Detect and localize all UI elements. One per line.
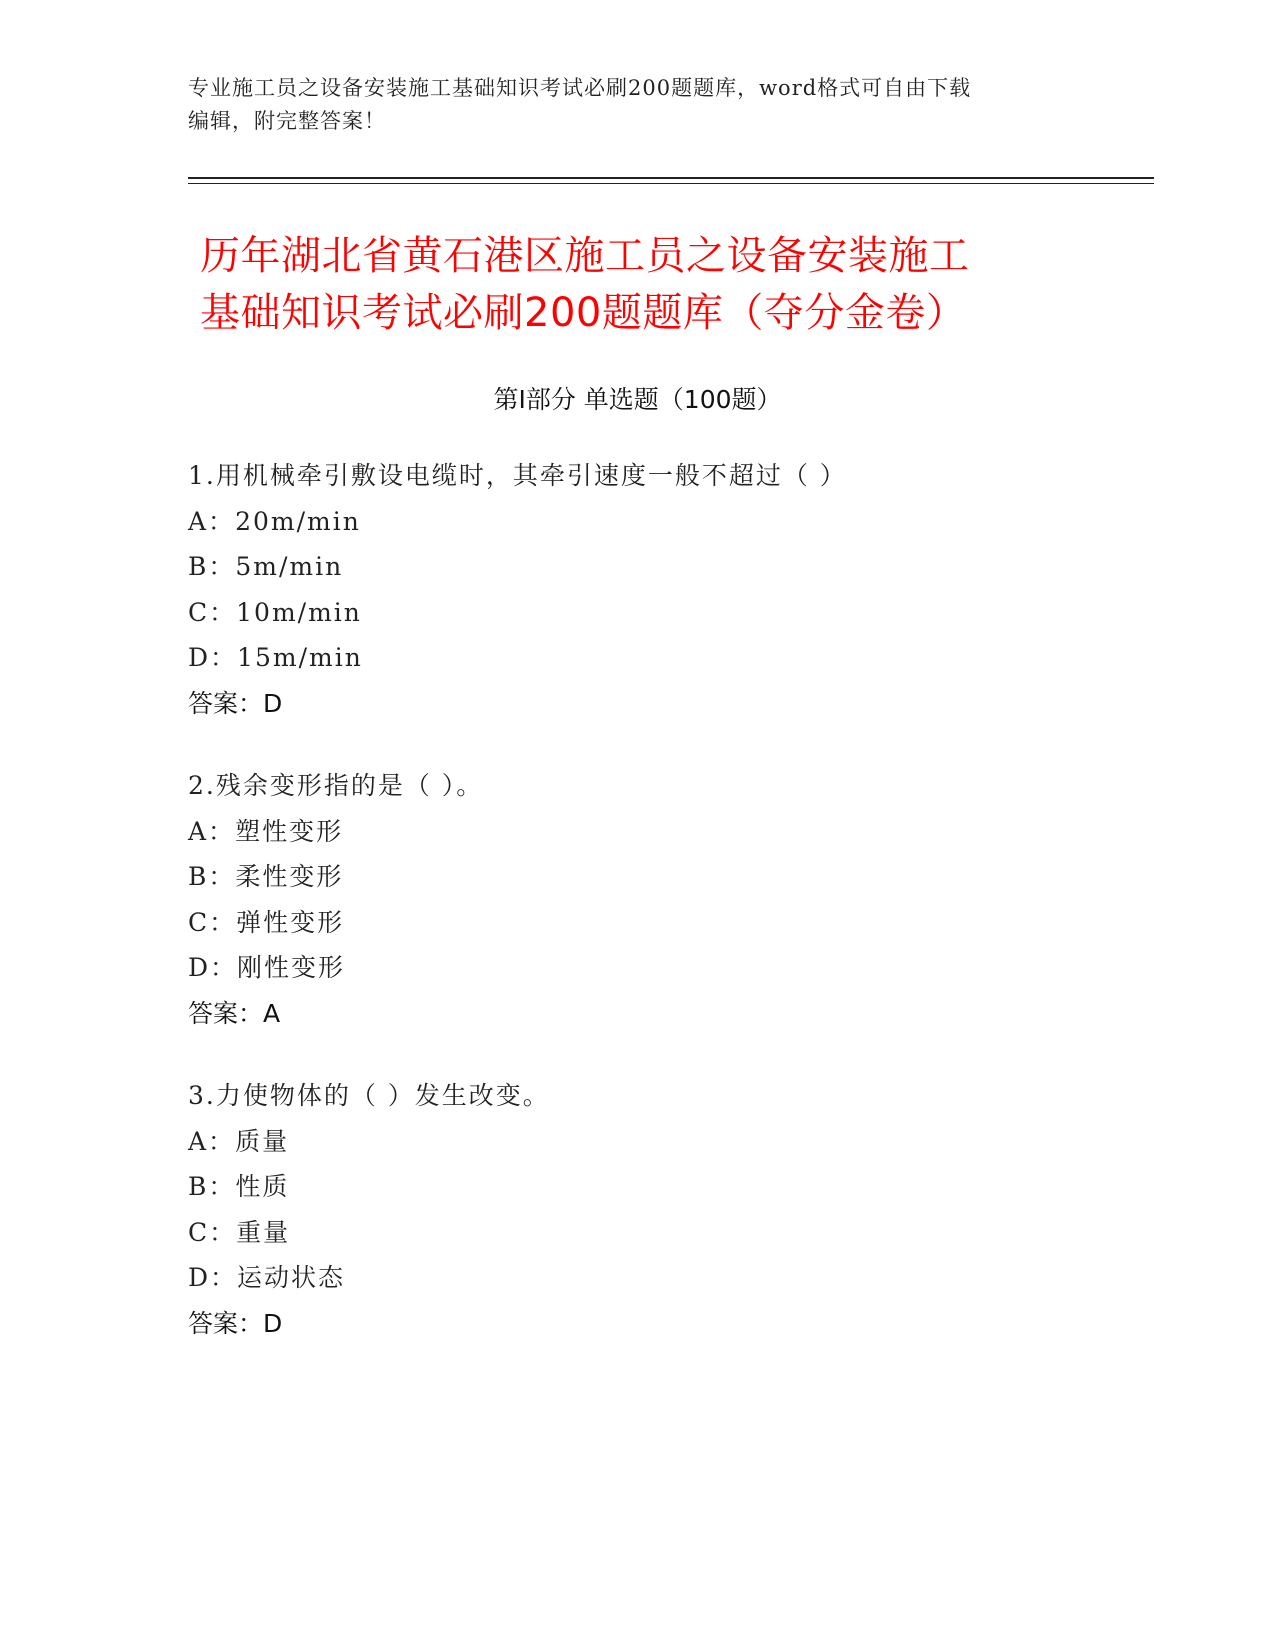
option-d <box>188 945 1088 991</box>
header-note <box>188 72 1068 138</box>
option-letter: C： <box>188 907 237 937</box>
option-b <box>188 854 1088 900</box>
option-text: 刚性变形 <box>237 953 346 982</box>
option-d <box>188 635 1088 681</box>
document-title-line1: 历年湖北省黄石港区施工员之设备安装施工 <box>200 233 970 279</box>
section-title: 第Ⅰ部分 单选题（100题） <box>493 385 782 414</box>
answer: 答案：D <box>188 688 283 718</box>
option-text: 塑性变形 <box>235 816 344 846</box>
question-1 <box>188 453 1088 726</box>
option-letter: B： <box>188 862 236 891</box>
header-note-line2: 编辑，附完整答案！ <box>188 109 386 133</box>
document-title-line2: 基础知识考试必刷200题题库（夺分金卷） <box>200 290 967 336</box>
option-text: 20m/min <box>235 506 361 536</box>
option-letter: C： <box>188 597 237 627</box>
question-stem: 2.残余变形指的是（ ）。 <box>188 771 484 800</box>
option-text: 5m/min <box>235 552 344 581</box>
option-a <box>188 499 1088 545</box>
question-2 <box>188 763 1088 1036</box>
option-letter: C： <box>188 1217 237 1247</box>
header-divider-thick <box>188 177 1154 179</box>
option-text: 性质 <box>235 1172 290 1201</box>
question-stem: 1.用机械牵引敷设电缆时，其牵引速度一般不超过（ ） <box>188 461 847 490</box>
option-letter: A： <box>188 506 236 536</box>
question-3 <box>188 1073 1088 1346</box>
option-letter: D： <box>188 643 238 672</box>
option-b <box>188 544 1088 590</box>
option-letter: A： <box>188 1126 236 1156</box>
option-a <box>188 1119 1088 1165</box>
option-text: 柔性变形 <box>235 862 344 891</box>
option-c <box>188 900 1088 946</box>
header-note-line1: 专业施工员之设备安装施工基础知识考试必刷200题题库，word格式可自由下载 <box>188 76 972 100</box>
option-text: 15m/min <box>237 643 363 672</box>
option-text: 弹性变形 <box>236 907 345 937</box>
option-c <box>188 1210 1088 1256</box>
option-text: 重量 <box>236 1217 291 1247</box>
header-divider-thin <box>188 183 1154 184</box>
option-letter: B： <box>188 1172 236 1201</box>
answer: 答案：D <box>188 1308 283 1338</box>
option-letter: D： <box>188 1263 238 1292</box>
option-c <box>188 590 1088 636</box>
answer: 答案：A <box>188 998 281 1028</box>
document-title <box>200 228 1100 342</box>
question-stem: 3.力使物体的（ ）发生改变。 <box>188 1081 550 1110</box>
option-d <box>188 1255 1088 1301</box>
option-letter: D： <box>188 953 238 982</box>
option-letter: B： <box>188 552 236 581</box>
option-text: 运动状态 <box>237 1263 346 1292</box>
option-a <box>188 809 1088 855</box>
option-text: 10m/min <box>236 597 362 627</box>
option-b <box>188 1164 1088 1210</box>
option-letter: A： <box>188 816 236 846</box>
option-text: 质量 <box>235 1126 290 1156</box>
